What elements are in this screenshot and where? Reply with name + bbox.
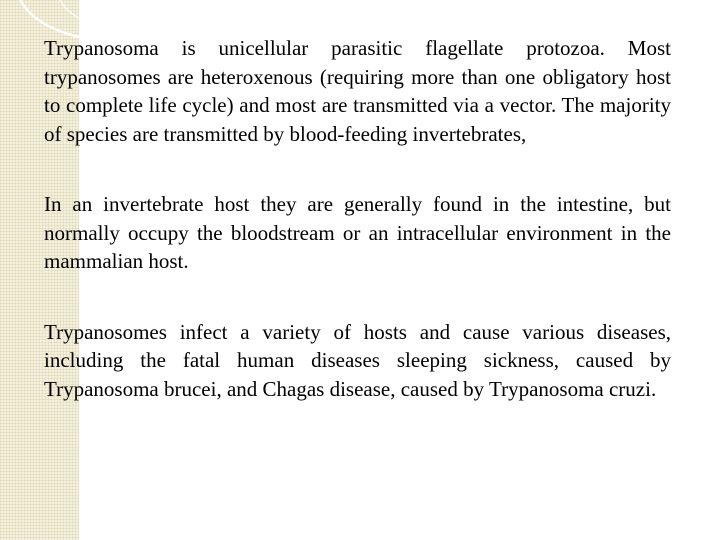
paragraph-invertebrate-host: In an invertebrate host they are generally found in the intestine, but normally occupy the bloodstream or an intracellular environment in the mammalian host.	[44, 192, 671, 273]
paragraph-intro: Trypanosoma is unicellular parasitic flagellate protozoa. Most trypanosomes are heteroxenous (requiring more than one obligatory host to complete life cycle) and most are transmitted via a vector. The majority of species are transmitted by blood-feeding invertebrates,	[44, 36, 671, 146]
slide-body	[44, 34, 671, 403]
paragraph-diseases: Trypanosomes infect a variety of hosts and cause various diseases, including the fatal human diseases sleeping sickness, caused by Trypanosoma brucei, and Chagas disease, caused by Trypanosoma cruzi.	[44, 319, 671, 401]
